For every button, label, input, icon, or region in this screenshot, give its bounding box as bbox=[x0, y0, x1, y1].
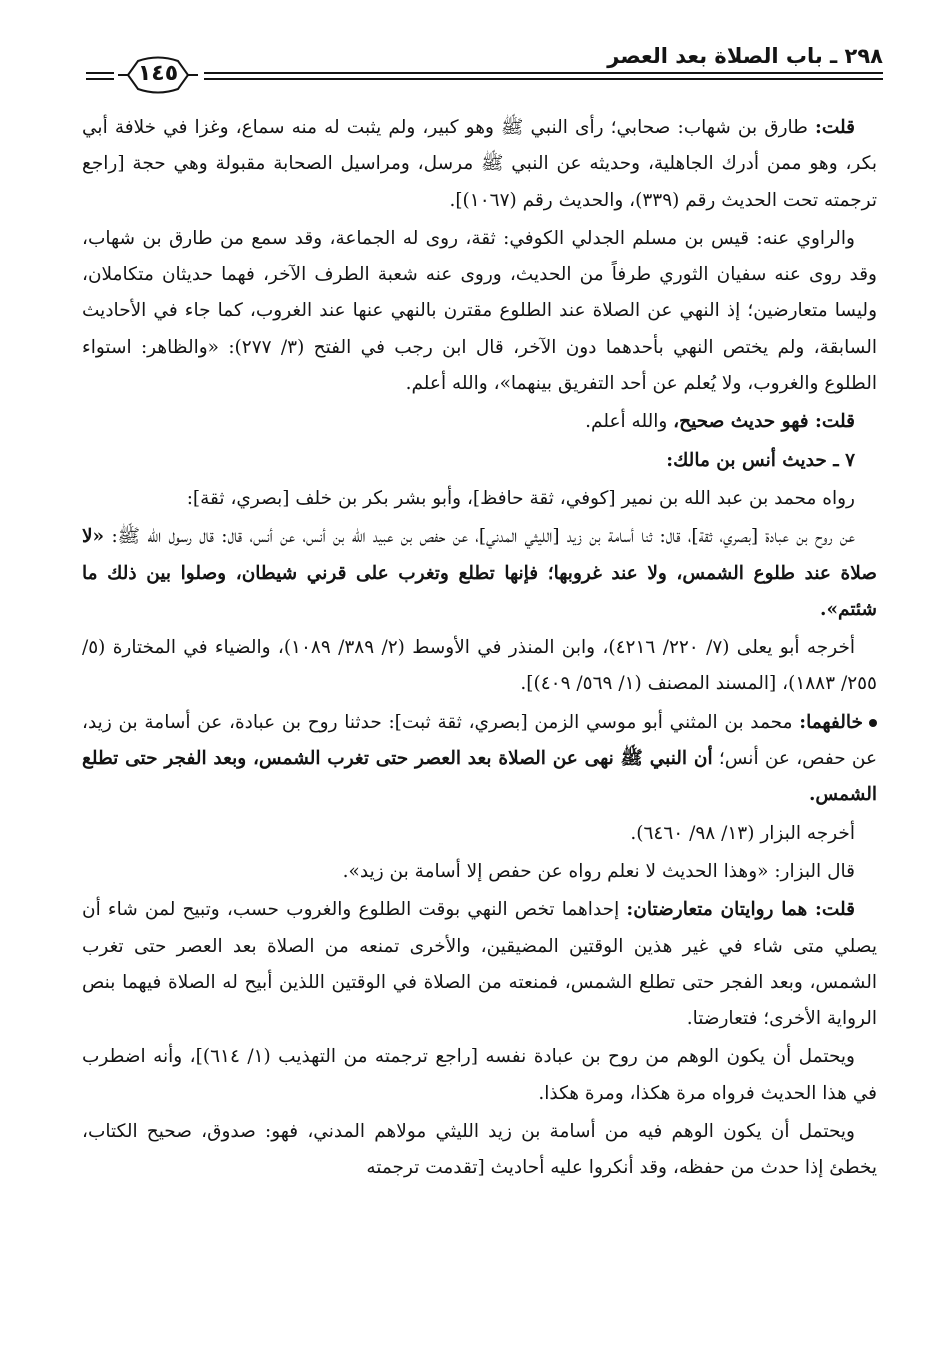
paragraph-text: محمد بن المثني أبو موسي الزمن [بصري، ثقة ثبت]: حدثنا روح بن عبادة، عن أسامة بن زيد، عن حفص، عن أنس؛ bbox=[82, 711, 877, 770]
header-rule bbox=[86, 72, 114, 74]
section-heading: ٧ ـ حديث أنس بن مالك: bbox=[666, 449, 855, 471]
header-rule bbox=[204, 72, 883, 74]
paragraph bbox=[82, 110, 877, 219]
paragraph bbox=[82, 892, 877, 1037]
paragraph-text: رواه محمد بن عبد الله بن نمير [كوفي، ثقة حافظ]، وأبو بشر بكر بن خلف [بصري، ثقة]: bbox=[186, 487, 855, 509]
page-number: ١٤٥ bbox=[137, 61, 179, 86]
paragraph bbox=[82, 1114, 877, 1187]
hadith-text: «لا صلاة عند طلوع الشمس، ولا عند غروبها؛ فإنها تطلع وتغرب على قرني شيطان، وصلوا بين ذلك ما شئتم». bbox=[82, 526, 877, 620]
paragraph-text: عن روح بن عبادة [بصري، ثقة]، قال: ثنا أسامة بن زيد [الليثي المدني]، عن حفص بن عبيد الله بن أنس، عن أنس، قال: قال رسول الله ﷺ: bbox=[104, 526, 855, 548]
bullet-icon bbox=[869, 719, 877, 727]
paragraph-text: أخرجه البزار (١٣/ ٩٨/ ٦٤٦٠). bbox=[630, 822, 855, 844]
running-title: ٢٩٨ ـ باب الصلاة بعد العصر bbox=[607, 44, 883, 68]
paragraph bbox=[82, 630, 877, 703]
paragraph-label: قلت: bbox=[815, 117, 855, 138]
paragraph-label: خالفهما: bbox=[799, 711, 863, 733]
paragraph-text: والله أعلم. bbox=[585, 411, 674, 433]
paragraph bbox=[82, 705, 877, 814]
paragraph-bold-text: قلت: فهو حديث صحيح، bbox=[673, 411, 855, 433]
paragraph bbox=[82, 1039, 877, 1112]
paragraph-text: والراوي عنه: قيس بن مسلم الجدلي الكوفي: ثقة، روى له الجماعة، وقد سمع من طارق بن شهاب، وقد روى عنه سفيان الثوري طرفاً من الحديث، وروى عنه شعبة الطرف الآخر، فهما حديثان متكاملان، وليسا متعارضين؛ إذ النهي عن الصلاة عند الطلوع مقترن بالنهي عنها عند الغروب، كما جاء في الأحاديث السابقة، ولم يختص النهي بأحدهما دون الآخر، قال ابن رجب في الفتح (٣/ ٢٧٧): «والظاهر: استواء الطلوع والغروب، ولا يُعلم عن أحد التفريق بينهما»، والله أعلم. bbox=[82, 227, 877, 395]
header-rule bbox=[86, 78, 114, 80]
paragraph bbox=[82, 519, 877, 628]
paragraph-text: طارق بن شهاب: صحابي؛ رأى النبي ﷺ وهو كبير، ولم يثبت له منه سماع، وغزا في خلافة أبي بكر، وهو ممن أدرك الجاهلية، وحديثه عن النبي ﷺ مرسل، ومراسيل الصحابة مقبولة وهي حجة [راجع ترجمته تحت الحديث رقم (٣٣٩)، والحديث رقم (١٠٦٧)]. bbox=[82, 117, 877, 211]
page-body bbox=[82, 110, 877, 1189]
paragraph-text: قال البزار: «وهذا الحديث لا نعلم رواه عن حفص إلا أسامة بن زيد». bbox=[342, 860, 855, 882]
paragraph bbox=[82, 404, 877, 440]
paragraph bbox=[82, 481, 877, 517]
page-header bbox=[86, 40, 883, 94]
paragraph bbox=[82, 816, 877, 852]
paragraph-text: أخرجه أبو يعلى (٧/ ٢٢٠/ ٤٢١٦)، وابن المنذر في الأوسط (٢/ ٣٨٩/ ١٠٨٩)، والضياء في المختارة (٥/ ٢٥٥/ ١٨٨٣)، [المسند المصنف (١/ ٥٦٩/ ٤٠٩)]. bbox=[82, 637, 877, 695]
paragraph-text: ويحتمل أن يكون الوهم فيه من أسامة بن زيد الليثي مولاهم المدني، فهو: صدوق، صحيح الكتاب، يخطئ إذا حدث من حفظه، وقد أنكروا عليه أحاديث [تقدمت ترجمته bbox=[82, 1121, 877, 1179]
paragraph-text: إحداهما تخص النهي بوقت الطلوع والغروب حسب، وتبيح لمن شاء أن يصلي متى شاء في غير هذين الوقتين المضيقين، والأخرى تمنعه من الصلاة بعد العصر حتى تغرب الشمس، وبعد الفجر حتى تطلع الشمس، فمنعته من الصلاة في الوقتين اللذين أبيح له الصلاة فيهما بنص الرواية الأخرى؛ فتعارضتا. bbox=[82, 899, 877, 1030]
paragraph-text: ويحتمل أن يكون الوهم من روح بن عبادة نفسه [راجع ترجمته من التهذيب (١/ ٦١٤)]، وأنه اضطرب في هذا الحديث فرواه مرة هكذا، ومرة هكذا. bbox=[82, 1046, 877, 1104]
paragraph-label: قلت: هما روايتان متعارضتان: bbox=[626, 899, 855, 921]
paragraph bbox=[82, 854, 877, 890]
header-rule bbox=[204, 78, 883, 80]
hadith-text: أن النبي ﷺ نهى عن الصلاة بعد العصر حتى تغرب الشمس، وبعد الفجر حتى تطلع الشمس. bbox=[82, 748, 877, 806]
paragraph bbox=[82, 221, 877, 402]
page-number-badge bbox=[116, 56, 200, 94]
